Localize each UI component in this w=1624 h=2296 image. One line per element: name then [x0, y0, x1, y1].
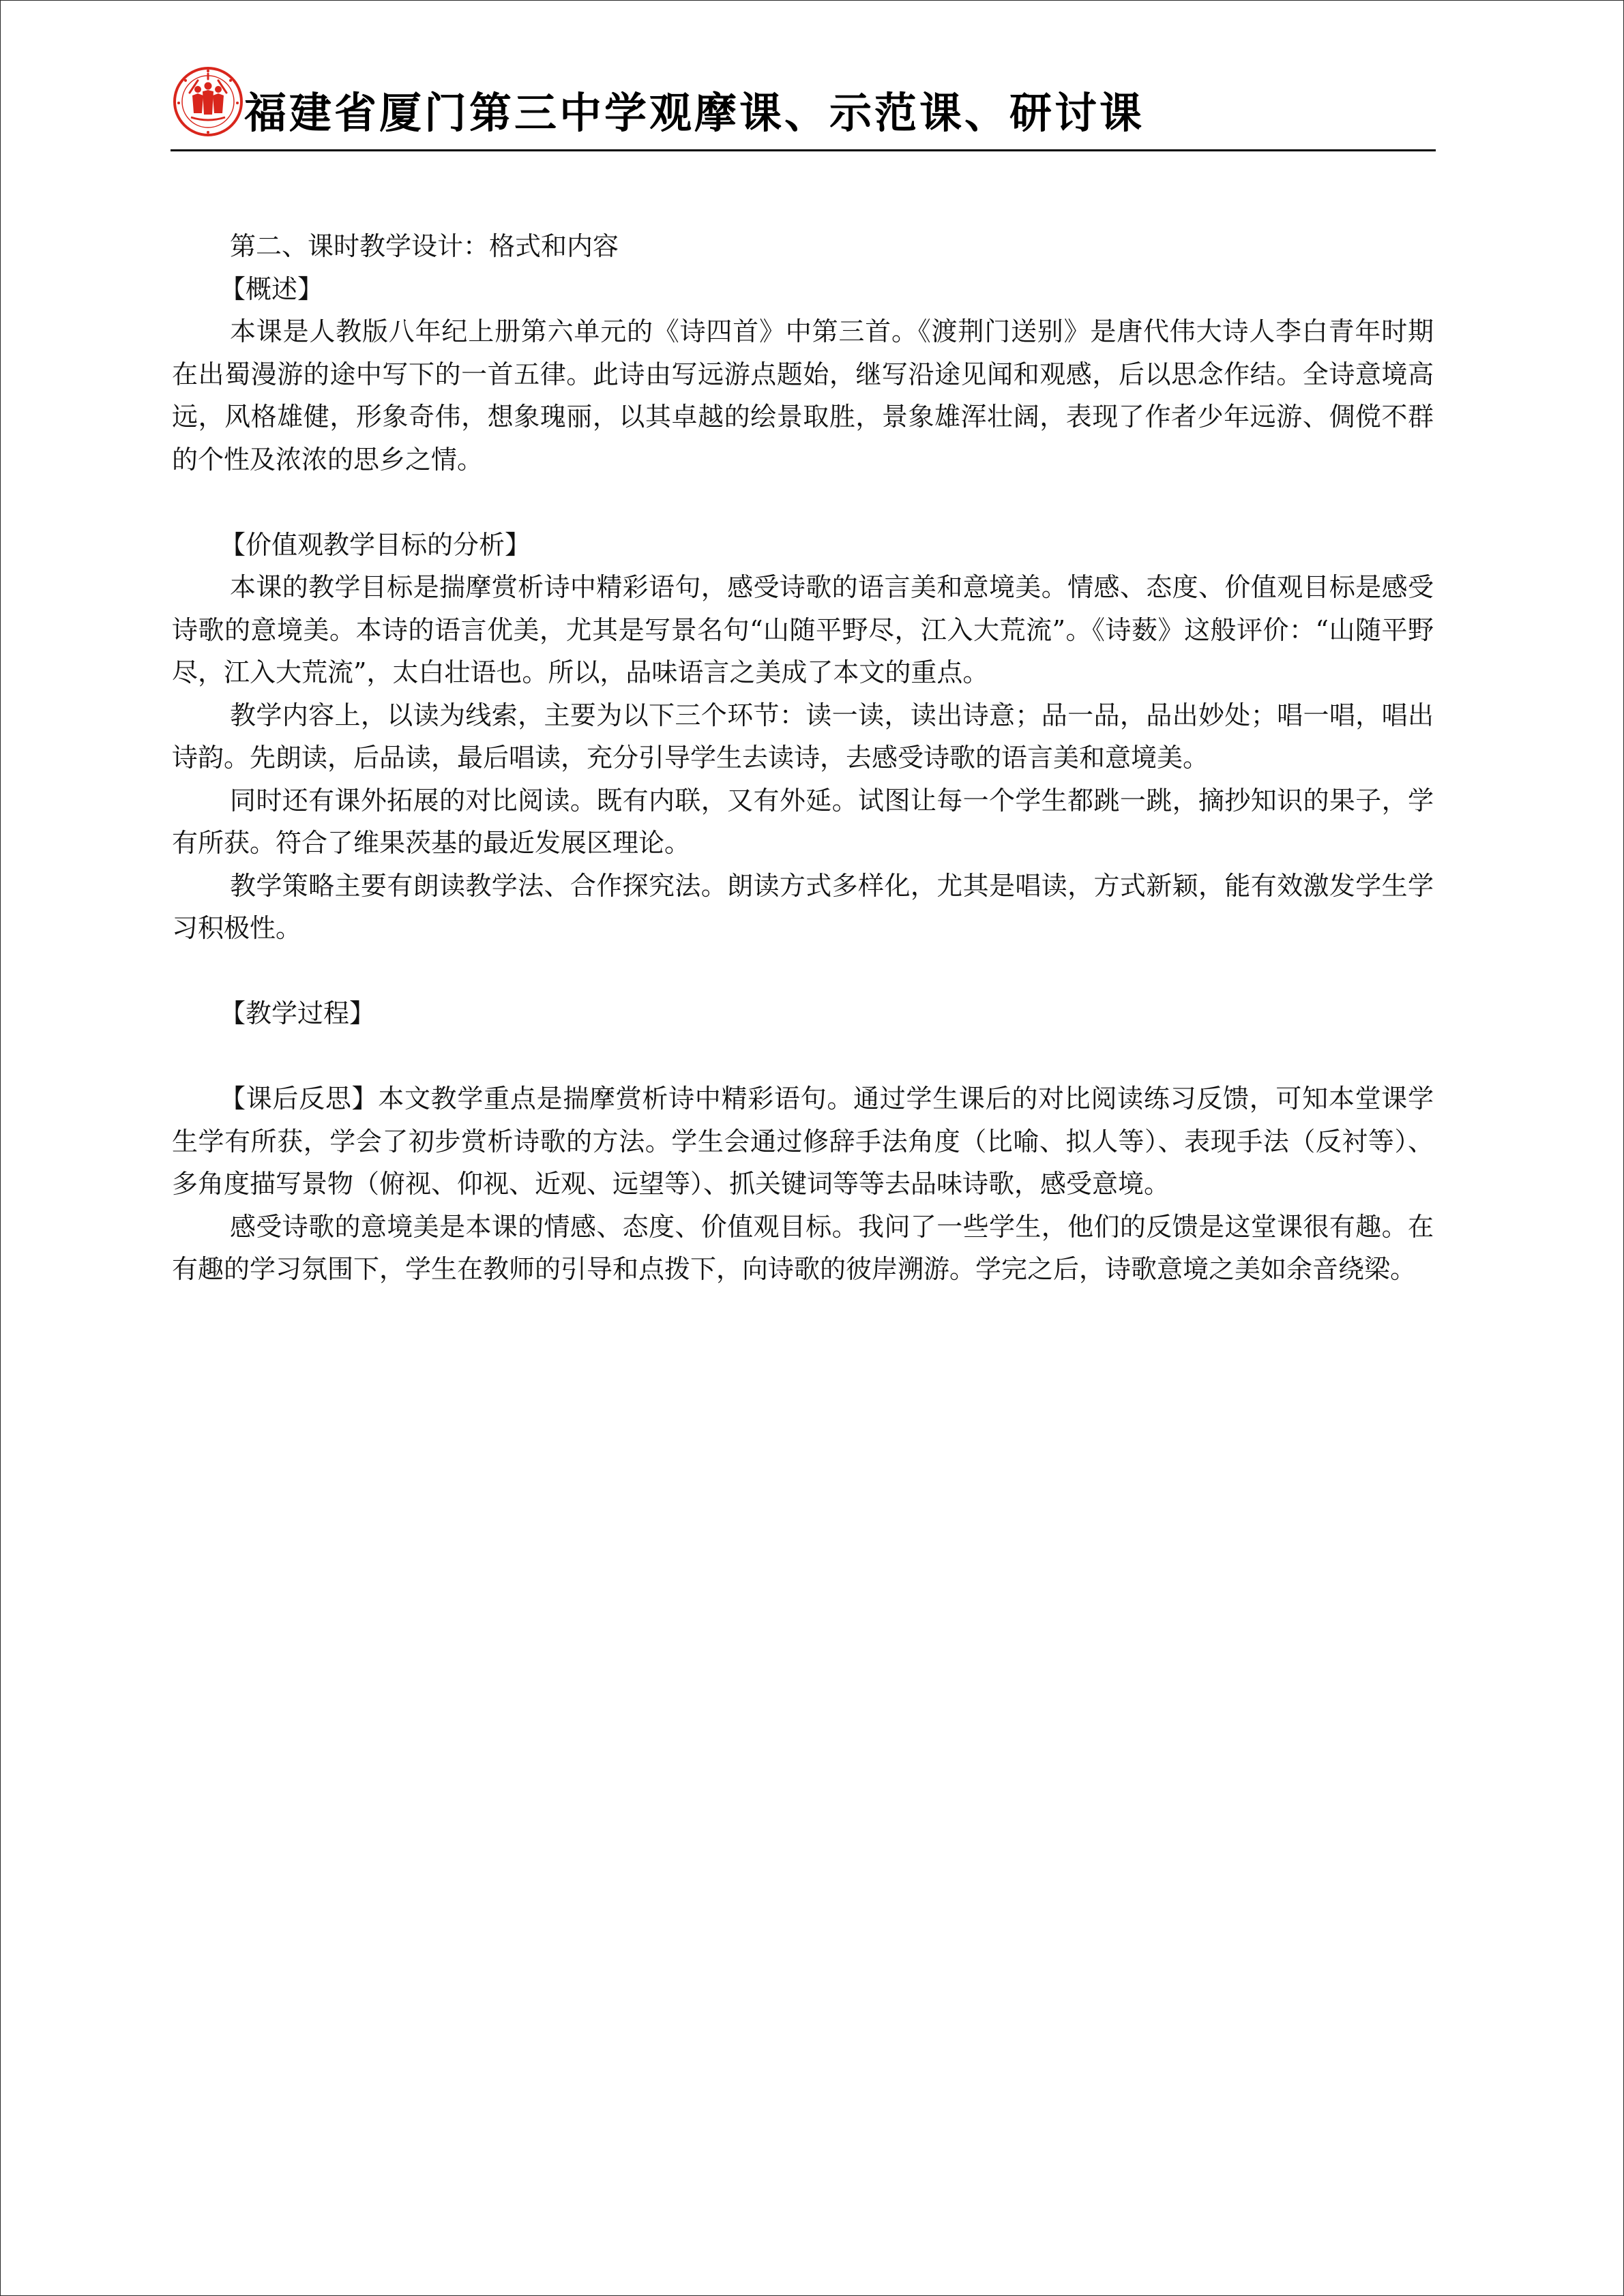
values-paragraph: 同时还有课外拓展的对比阅读。既有内联，又有外延。试图让每一个学生都跳一跳，摘抄知识的果子，学有所获。符合了维果茨基的最近发展区理论。	[172, 785, 1434, 858]
overview-paragraph: 本课是人教版八年纪上册第六单元的《诗四首》中第三首。《渡荆门送别》是唐代伟大诗人李白青年时期在出蜀漫游的途中写下的一首五律。此诗由写远游点题始，继写沿途见闻和观感，后以思念作结。全诗意境高远，风格雄健，形象奇伟，想象瑰丽，以其卓越的绘景取胜，景象雄浑壮阔，表现了作者少年远游、倜傥不群的个性及浓浓的思乡之情。	[172, 316, 1434, 475]
values-paragraph: 教学策略主要有朗读教学法、合作探究法。朗读方式多样化，尤其是唱读，方式新颖，能有效激发学生学习积极性。	[172, 870, 1434, 943]
spacer	[172, 481, 1434, 524]
header-title: 福建省厦门第三中学观摩课、示范课、研讨课	[244, 88, 1145, 138]
section-title: 第二、课时教学设计：格式和内容	[230, 231, 619, 261]
process-heading: 【教学过程】	[220, 998, 376, 1028]
school-logo	[172, 65, 244, 138]
page-header	[171, 60, 1436, 154]
values-paragraph: 本课的教学目标是揣摩赏析诗中精彩语句，感受诗歌的语言美和意境美。情感、态度、价值观目标是感受诗歌的意境美。本诗的语言优美，尤其是写景名句“山随平野尽，江入大荒流”。《诗薮》这般评价：“山随平野尽，江入大荒流”，太白壮语也。所以，品味语言之美成了本文的重点。	[172, 572, 1434, 687]
values-heading: 【价值观教学目标的分析】	[220, 529, 531, 560]
reflection-paragraph: 【课后反思】本文教学重点是揣摩赏析诗中精彩语句。通过学生课后的对比阅读练习反馈，可知本堂课学生学有所获，学会了初步赏析诗歌的方法。学生会通过修辞手法角度（比喻、拟人等）、表现手法（反衬等）、多角度描写景物（俯视、仰视、近观、远望等）、抓关键词等等去品味诗歌，感受意境。	[172, 1084, 1434, 1199]
header-divider	[171, 149, 1436, 151]
document-body	[172, 225, 1434, 1291]
values-paragraph: 教学内容上，以读为线索，主要为以下三个环节：读一读，读出诗意；品一品，品出妙处；唱一唱，唱出诗韵。先朗读，后品读，最后唱读，充分引导学生去读诗，去感受诗歌的语言美和意境美。	[172, 700, 1434, 773]
spacer	[172, 950, 1434, 993]
overview-heading: 【概述】	[220, 273, 324, 304]
spacer	[172, 1035, 1434, 1078]
reflection-paragraph: 感受诗歌的意境美是本课的情感、态度、价值观目标。我问了一些学生，他们的反馈是这堂课很有趣。在有趣的学习氛围下，学生在教师的引导和点拨下，向诗歌的彼岸溯游。学完之后，诗歌意境之美如余音绕梁。	[172, 1211, 1434, 1284]
